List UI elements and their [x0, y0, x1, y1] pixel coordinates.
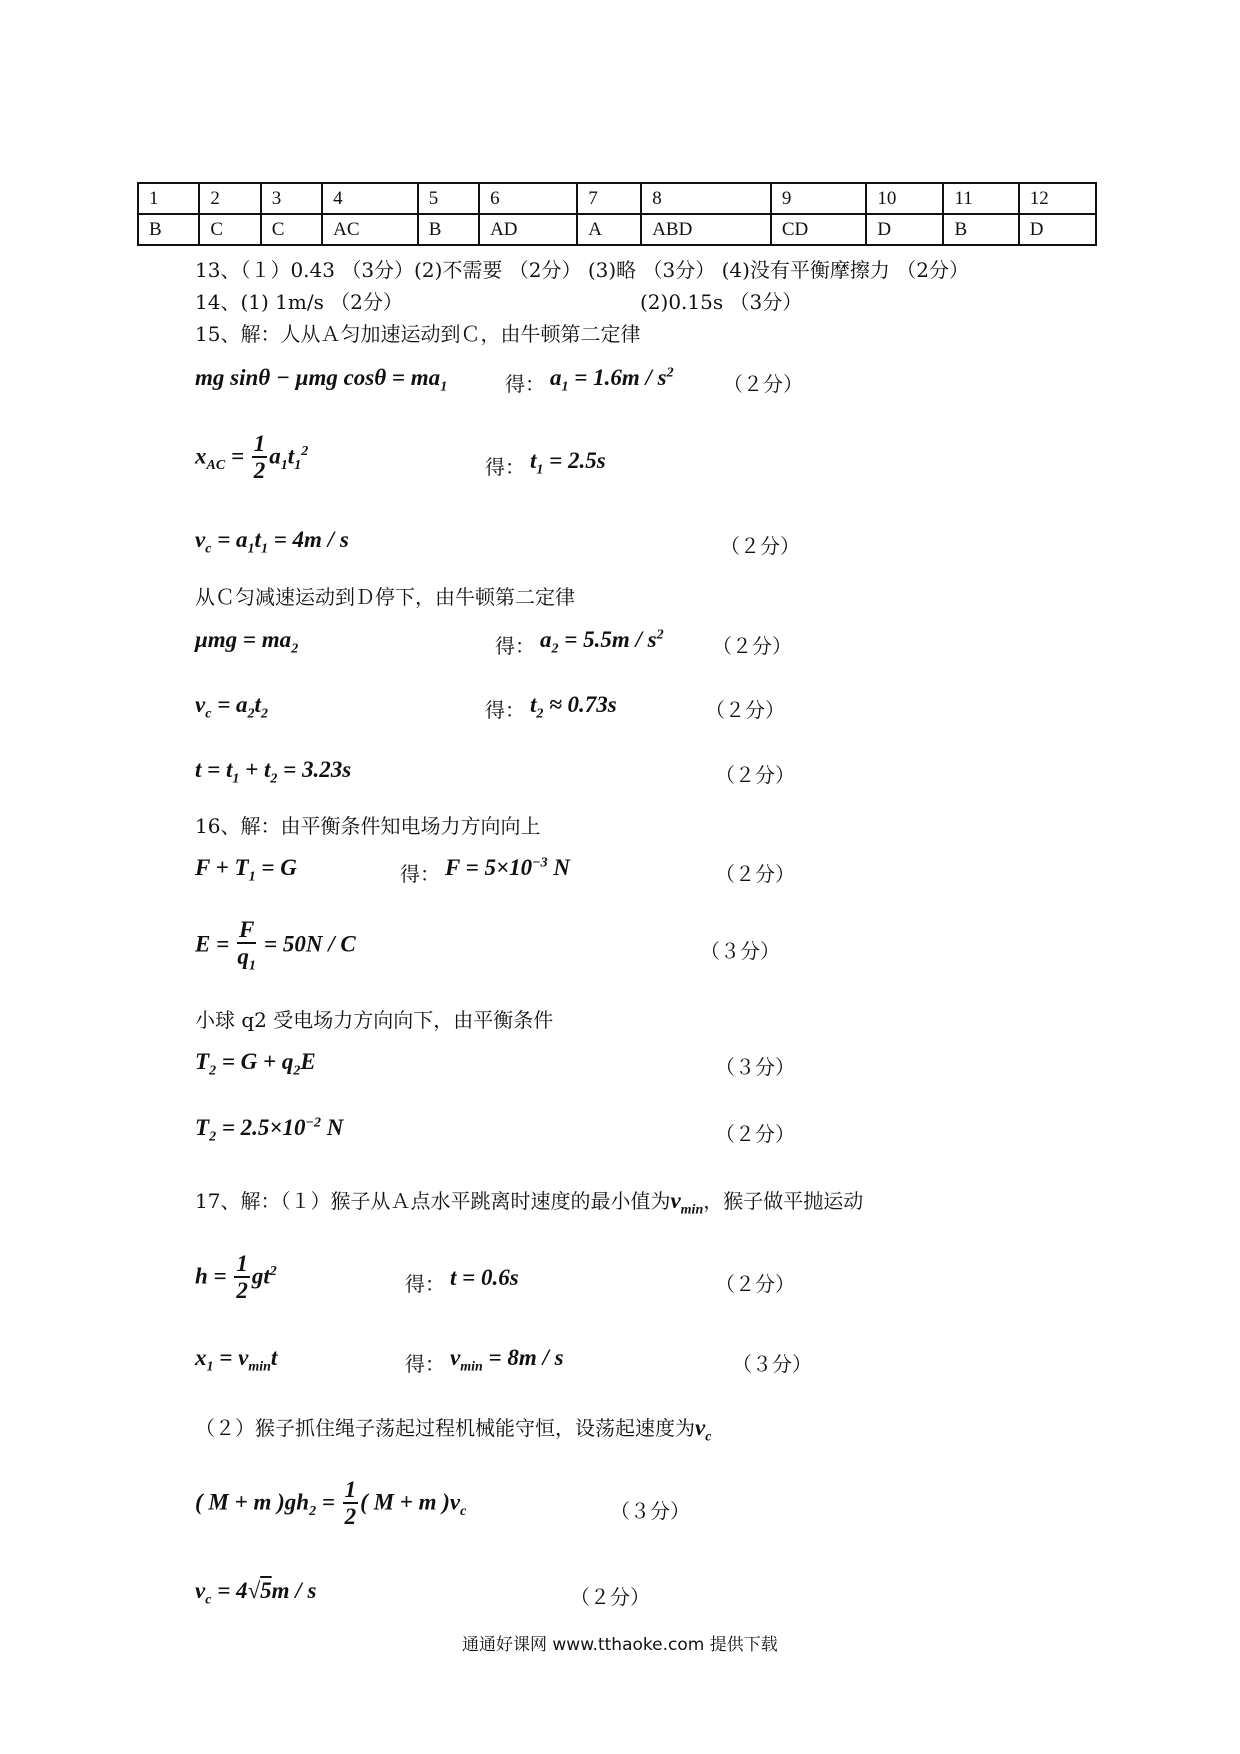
derive-label: 得：	[505, 372, 545, 396]
table-cell: AD	[479, 214, 577, 245]
table-cell: 6	[479, 183, 577, 214]
result: $v_{min} = 8m / s$	[450, 1345, 564, 1375]
q17-intro	[195, 1185, 863, 1219]
q15-intro: 15、解：人从Ａ匀加速运动到Ｃ，由牛顿第二定律	[195, 322, 641, 346]
result: $F = 5\times 10^{-3}$ N	[445, 855, 570, 880]
table-cell: CD	[771, 214, 867, 245]
score: （２分）	[715, 763, 795, 787]
equation: $F + T_1 = G$	[195, 855, 297, 885]
table-cell: B	[943, 214, 1018, 245]
equation: E = $\frac{F}{q_1}$ = 50N / C	[195, 917, 356, 974]
table-row	[138, 214, 1096, 245]
table-cell: B	[418, 214, 479, 245]
table-cell: B	[138, 214, 199, 245]
footer-source: 通通好课网 www.tthaoke.com 提供下载	[462, 1635, 778, 1655]
score: （２分）	[712, 634, 792, 658]
score: （３分）	[715, 1055, 795, 1079]
equation: $x_1 = v_{min}t$	[195, 1345, 278, 1375]
score: （２分）	[570, 1585, 650, 1609]
symbol: $v_{min}$	[670, 1188, 704, 1218]
answer-table	[137, 182, 1097, 246]
q15-intro2: 从Ｃ匀减速运动到Ｄ停下，由牛顿第二定律	[195, 585, 575, 609]
table-cell: C	[261, 214, 322, 245]
equation: $v_c = a_1t_1 = 4m / s$	[195, 527, 349, 557]
score: （２分）	[705, 698, 785, 722]
derive-label: 得：	[485, 698, 525, 722]
table-cell: D	[1019, 214, 1096, 245]
q17-intro-text: ，猴子做平抛运动	[703, 1189, 864, 1213]
score: （２分）	[715, 862, 795, 886]
equation: $t = t_1 + t_2 = 3.23s$	[195, 757, 352, 787]
table-cell: 10	[866, 183, 943, 214]
score: （２分）	[715, 1272, 795, 1296]
equation: ( M + m )$gh_2$ = $\frac{1}{2}$ ( M + m )$v_c$	[195, 1477, 467, 1530]
score: （３分）	[732, 1352, 812, 1376]
answer-line-14-part1: 14、(1) 1m/s （2分）	[195, 290, 403, 314]
derive-label: 得：	[405, 1272, 445, 1296]
table-cell: ABD	[641, 214, 771, 245]
table-cell: 9	[771, 183, 867, 214]
q16-intro: 16、解：由平衡条件知电场力方向向上	[195, 814, 541, 838]
table-row	[138, 183, 1096, 214]
derive-label: 得：	[405, 1352, 445, 1376]
table-cell: AC	[322, 214, 418, 245]
equation: $x_{AC}$ = $\frac{1}{2}$ $a_1t_1^2$	[195, 431, 309, 484]
q17-intro2-text: （２）猴子抓住绳子荡起过程机械能守恒，设荡起速度为	[195, 1416, 695, 1440]
result: $a_1 = 1.6m / s^2$	[550, 365, 674, 395]
q17-intro-text: 17、解：（１）猴子从Ａ点水平跳离时速度的最小值为	[195, 1189, 671, 1213]
table-cell: 2	[199, 183, 260, 214]
derive-label: 得：	[485, 455, 525, 479]
table-cell: 1	[138, 183, 199, 214]
equation: mg sinθ − μmg $\cos\theta = ma_1$	[195, 365, 448, 395]
result: $a_2 = 5.5m / s^2$	[540, 627, 664, 657]
equation: $v_c = a_2t_2$	[195, 692, 268, 722]
score: （２分）	[720, 534, 800, 558]
derive-label: 得：	[495, 634, 535, 658]
symbol: $v_c$	[695, 1415, 712, 1445]
q16-intro2: 小球 q2 受电场力方向向下，由平衡条件	[195, 1008, 554, 1032]
table-cell: 11	[943, 183, 1018, 214]
score: （２分）	[715, 1122, 795, 1146]
table-cell: 12	[1019, 183, 1096, 214]
table-cell: 7	[577, 183, 641, 214]
equation: $\mu mg = ma_2$	[195, 627, 299, 657]
derive-label: 得：	[400, 862, 440, 886]
result: $t_1 = 2.5s$	[530, 448, 606, 478]
equation: $v_c = 4√5m / s$	[195, 1578, 317, 1608]
answer-line-14-part2: (2)0.15s （3分）	[640, 290, 803, 314]
equation: h = $\frac{1}{2}$ $gt^2$	[195, 1251, 277, 1304]
table-cell: 4	[322, 183, 418, 214]
table-cell: 8	[641, 183, 771, 214]
score: （３分）	[610, 1499, 690, 1523]
table-cell: 5	[418, 183, 479, 214]
result: $t_2 \approx 0.73s$	[530, 692, 617, 722]
q17-intro2	[195, 1412, 711, 1446]
table-cell: 3	[261, 183, 322, 214]
answer-line-13: 13、（１）0.43 （3分）(2)不需要 （2分） (3)略 （3分） (4)没有平衡摩擦力 （2分）	[195, 258, 970, 282]
equation: $T_2 = 2.5\times 10^{-2}$ N	[195, 1115, 344, 1145]
table-cell: C	[199, 214, 260, 245]
table-cell: A	[577, 214, 641, 245]
table-cell: D	[866, 214, 943, 245]
result: t = 0.6s	[450, 1265, 519, 1290]
equation: $T_2 = G + q_2E$	[195, 1049, 316, 1079]
score: （３分）	[700, 939, 780, 963]
score: （２分）	[723, 372, 803, 396]
